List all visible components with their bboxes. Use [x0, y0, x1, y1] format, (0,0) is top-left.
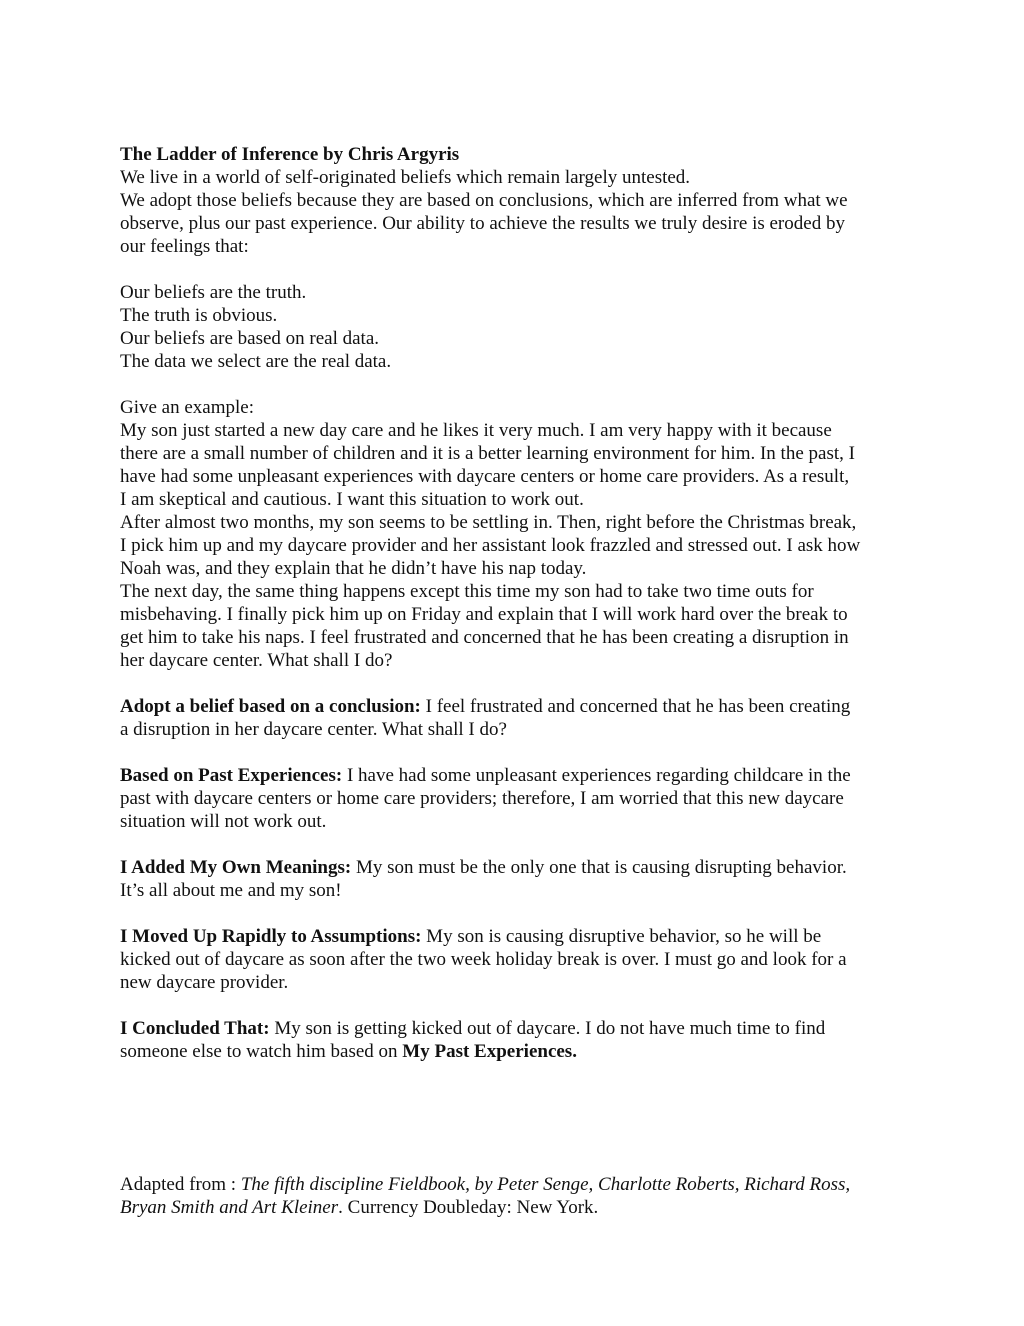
- past-experiences-label: Based on Past Experiences:: [120, 765, 343, 786]
- source-citation: [120, 1173, 910, 1219]
- example-line: I pick him up and my daycare provider and her assistant look frazzled and stressed out. I ask how: [120, 535, 861, 556]
- paragraph-gap: [120, 672, 910, 695]
- paragraph-gap: [120, 373, 910, 396]
- concluded-label: I Concluded That:: [120, 1018, 270, 1039]
- paragraph-gap: [120, 833, 910, 856]
- concluded-line: [120, 1040, 910, 1063]
- example-line: misbehaving. I finally pick him up on Friday and explain that I will work hard over the break to: [120, 604, 848, 625]
- past-experiences-text: I have had some unpleasant experiences regarding childcare in the: [342, 765, 851, 786]
- past-experiences-line: [120, 764, 910, 787]
- assumptions-line: [120, 925, 910, 948]
- example-line: Noah was, and they explain that he didn’t have his nap today.: [120, 558, 587, 579]
- example-line: I am skeptical and cautious. I want this situation to work out.: [120, 489, 584, 510]
- past-experiences-line: situation will not work out.: [120, 811, 327, 832]
- citation-line: [120, 1173, 910, 1196]
- assumptions-text: My son is causing disruptive behavior, so he will be: [421, 926, 822, 947]
- citation-publisher: . Currency Doubleday: New York.: [338, 1197, 599, 1218]
- document-title: The Ladder of Inference by Chris Argyris: [120, 144, 460, 165]
- example-line: her daycare center. What shall I do?: [120, 650, 393, 671]
- own-meanings-line: It’s all about me and my son!: [120, 880, 342, 901]
- belief-line: Our beliefs are the truth.: [120, 282, 307, 303]
- example-line: After almost two months, my son seems to be settling in. Then, right before the Christmas break,: [120, 512, 857, 533]
- citation-prefix: Adapted from :: [120, 1174, 241, 1195]
- adopt-belief-line: a disruption in her daycare center. What shall I do?: [120, 719, 507, 740]
- citation-authors: Bryan Smith and Art Kleiner: [120, 1197, 339, 1218]
- assumptions-line: new daycare provider.: [120, 972, 289, 993]
- past-experiences-line: past with daycare centers or home care providers; therefore, I am worried that this new daycare: [120, 788, 844, 809]
- concluded-text: someone else to watch him based on: [120, 1041, 403, 1062]
- assumptions-line: kicked out of daycare as soon after the two week holiday break is over. I must go and look for a: [120, 949, 847, 970]
- paragraph-gap: [120, 994, 910, 1017]
- intro-line: observe, plus our past experience. Our ability to achieve the results we truly desire is eroded by: [120, 213, 845, 234]
- own-meanings-line: [120, 856, 910, 879]
- example-heading: Give an example:: [120, 397, 255, 418]
- own-meanings-text: My son must be the only one that is causing disrupting behavior.: [351, 857, 847, 878]
- own-meanings-label: I Added My Own Meanings:: [120, 857, 352, 878]
- example-line: there are a small number of children and it is a better learning environment for him. In the past, I: [120, 443, 855, 464]
- concluded-line: [120, 1017, 910, 1040]
- adopt-belief-line: [120, 695, 910, 718]
- intro-line: We live in a world of self-originated beliefs which remain largely untested.: [120, 167, 691, 188]
- belief-line: The truth is obvious.: [120, 305, 278, 326]
- adopt-belief-label: Adopt a belief based on a conclusion:: [120, 696, 421, 717]
- assumptions-label: I Moved Up Rapidly to Assumptions:: [120, 926, 422, 947]
- citation-line: [120, 1196, 910, 1219]
- belief-line: The data we select are the real data.: [120, 351, 392, 372]
- citation-book-title: The fifth discipline Fieldbook, by Peter Senge, Charlotte Roberts, Richard Ross,: [240, 1174, 851, 1195]
- intro-line: our feelings that:: [120, 236, 249, 257]
- intro-line: We adopt those beliefs because they are based on conclusions, which are inferred from what we: [120, 190, 848, 211]
- paragraph-gap: [120, 741, 910, 764]
- example-line: The next day, the same thing happens except this time my son had to take two time outs for: [120, 581, 814, 602]
- paragraph-gap: [120, 258, 910, 281]
- adopt-belief-text: I feel frustrated and concerned that he has been creating: [420, 696, 851, 717]
- belief-line: Our beliefs are based on real data.: [120, 328, 380, 349]
- concluded-emphasis: My Past Experiences.: [402, 1041, 577, 1062]
- paragraph-gap: [120, 902, 910, 925]
- example-line: have had some unpleasant experiences with daycare centers or home care providers. As a result,: [120, 466, 850, 487]
- example-line: get him to take his naps. I feel frustrated and concerned that he has been creating a disruption in: [120, 627, 849, 648]
- example-line: My son just started a new day care and he likes it very much. I am very happy with it because: [120, 420, 832, 441]
- document-body: [120, 143, 910, 1063]
- concluded-text: My son is getting kicked out of daycare. I do not have much time to find: [269, 1018, 826, 1039]
